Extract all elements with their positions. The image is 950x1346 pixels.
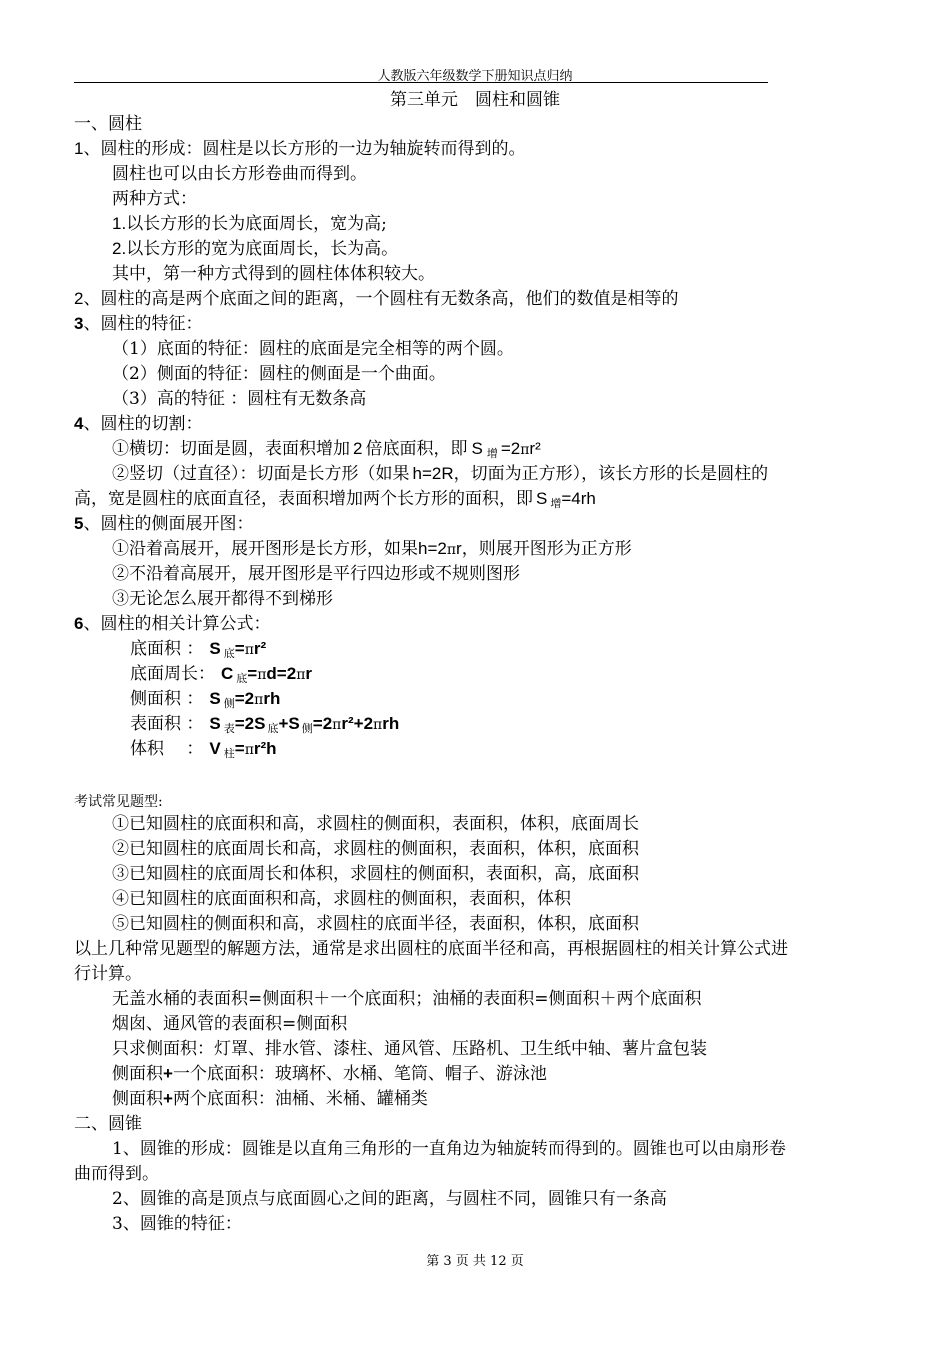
- text: 倍底面积，即: [365, 439, 468, 459]
- running-header: 人教版六年级数学下册知识点归纳: [377, 69, 573, 84]
- formula-subscript: 增: [550, 497, 562, 510]
- formula-symbol: S: [209, 639, 221, 658]
- exam-question-5: ⑤已知圆柱的侧面积和高，求圆柱的底面半径，表面积，体积，底面积: [112, 914, 639, 934]
- pi-symbol: π: [332, 717, 342, 733]
- formula-part: =2: [500, 439, 521, 458]
- formula-base-area: [130, 638, 266, 661]
- cylinder-point-1b: 两种方式：: [112, 189, 197, 209]
- formula-part: r: [305, 664, 313, 683]
- formula-subscript: 底: [236, 672, 248, 685]
- text: 两个底面积：油桶、米桶、罐桶类: [172, 1089, 428, 1109]
- page-footer: 第 3 页 共 12 页: [426, 1254, 524, 1269]
- number: 2: [353, 439, 363, 458]
- text: ②竖切（过直径）：切面是长方形（如果: [112, 464, 410, 484]
- formula-subscript: 增: [486, 447, 498, 460]
- exam-heading: 考试常见题型:: [74, 794, 163, 810]
- formula-subscript: 柱: [223, 747, 235, 760]
- exam-question-1: ①已知圆柱的底面积和高，求圆柱的侧面积，表面积，体积，底面周长: [112, 814, 639, 834]
- pi-symbol: π: [520, 442, 530, 458]
- point-number: 1: [74, 139, 84, 158]
- formula-part: r²+2: [341, 714, 374, 733]
- note-line-1: 无盖水桶的表面积=侧面积＋一个底面积；油桶的表面积=侧面积＋两个底面积: [112, 989, 702, 1009]
- note-line-4: [112, 1063, 547, 1085]
- formula-part: =2: [234, 689, 255, 708]
- section-heading-cone: 二、圆锥: [74, 1114, 142, 1134]
- formula-subscript: 侧: [223, 697, 235, 710]
- pi-symbol: π: [257, 667, 267, 683]
- formula-symbol: V: [209, 739, 221, 758]
- cone-point-2: 2、圆锥的高是顶点与底面圆心之间的距离，与圆柱不同，圆锥只有一条高: [112, 1189, 667, 1209]
- item-text: 以长方形的宽为底面周长，长为高。: [126, 239, 399, 259]
- cylinder-point-1d: [112, 238, 398, 260]
- cone-point-1-cont: 曲而得到。: [74, 1164, 159, 1184]
- exam-question-2: ②已知圆柱的底面周长和高，求圆柱的侧面积，表面积，体积，底面积: [112, 839, 639, 859]
- cylinder-point-3b: （2）侧面的特征：圆柱的侧面是一个曲面。: [112, 364, 446, 384]
- formula-label: 底面积 ：: [130, 639, 204, 659]
- cylinder-point-2: [74, 288, 678, 310]
- formula-symbol: S: [536, 489, 548, 508]
- text: 高，宽是圆柱的底面直径，表面积增加两个长方形的面积，即: [74, 489, 533, 509]
- note-line-2: 烟囱、通风管的表面积=侧面积: [112, 1014, 348, 1034]
- cylinder-point-5b: ②不沿着高展开，展开图形是平行四边形或不规则图形: [112, 564, 520, 584]
- pi-symbol: π: [296, 667, 306, 683]
- point-text: 、圆柱的侧面展开图：: [83, 514, 254, 534]
- formula-lateral-area: [130, 688, 280, 711]
- text: ①沿着高展开，展开图形是长方形，如果: [112, 539, 418, 559]
- point-text: 、圆柱的相关计算公式：: [83, 614, 271, 634]
- cylinder-point-1a: 圆柱也可以由长方形卷曲而得到。: [112, 164, 367, 184]
- formula-subscript: 侧: [301, 722, 313, 735]
- formula-label: 表面积 ：: [130, 714, 204, 734]
- cylinder-point-4c: [74, 488, 596, 510]
- formula-surface-area: [130, 713, 399, 736]
- header-rule: [74, 82, 768, 83]
- formula-part: r: [456, 539, 462, 558]
- note-line-5: [112, 1088, 428, 1110]
- cylinder-point-3c: （3）高的特征 ：圆柱有无数条高: [112, 389, 367, 409]
- plus-sign: +: [163, 1089, 173, 1108]
- formula-part: r²: [529, 439, 541, 458]
- pi-symbol: π: [244, 642, 254, 658]
- formula-part: rh: [263, 689, 281, 708]
- exam-question-3: ③已知圆柱的底面周长和体积，求圆柱的侧面积，表面积，高，底面积: [112, 864, 639, 884]
- cylinder-point-3: [74, 313, 202, 335]
- formula-label: 体积 ：: [130, 739, 204, 759]
- formula-part: =: [234, 739, 245, 758]
- formula-symbol: S: [209, 689, 221, 708]
- text: 一个底面积：玻璃杯、水桶、笔筒、帽子、游泳池: [172, 1064, 547, 1084]
- cylinder-point-5a: [112, 538, 632, 561]
- formula-part: h=2: [418, 539, 447, 558]
- point-number: 6: [74, 614, 84, 633]
- cone-point-1: 1、圆锥的形成：圆锥是以直角三角形的一直角边为轴旋转而得到的。圆锥也可以由扇形卷: [112, 1139, 786, 1159]
- point-number: 2: [74, 289, 84, 308]
- point-number: 5: [74, 514, 84, 533]
- cylinder-point-5c: ③无论怎么展开都得不到梯形: [112, 589, 333, 609]
- pi-symbol: π: [244, 742, 254, 758]
- cylinder-point-1e: 其中，第一种方式得到的圆柱体体积较大。: [112, 264, 435, 284]
- note-line-3: 只求侧面积：灯罩、排水管、漆柱、通风管、压路机、卫生纸中轴、薯片盒包装: [112, 1039, 707, 1059]
- formula-part: =2: [312, 714, 333, 733]
- formula-subscript: 底: [267, 722, 279, 735]
- exam-question-4: ④已知圆柱的底面面积和高，求圆柱的侧面积，表面积，体积: [112, 889, 571, 909]
- formula-part: +S: [278, 714, 300, 733]
- point-text: 、圆柱的切割：: [83, 414, 203, 434]
- section-heading-cylinder: 一、圆柱: [74, 114, 142, 134]
- point-text: 、圆柱的高是两个底面之间的距离，一个圆柱有无数条高，他们的数值是相等的: [83, 289, 679, 309]
- point-text: 、圆柱的特征：: [83, 314, 203, 334]
- formula-symbol: S: [209, 714, 221, 733]
- cylinder-point-4: [74, 413, 202, 435]
- point-text: 、圆柱的形成：圆柱是以长方形的一边为轴旋转而得到的。: [83, 139, 526, 159]
- method-line-1: 以上几种常见题型的解题方法，通常是求出圆柱的底面半径和高，再根据圆柱的相关计算公式进: [74, 939, 788, 959]
- formula-label: 底面周长：: [130, 664, 215, 684]
- formula-subscript: 底: [223, 647, 235, 660]
- cylinder-point-6: [74, 613, 270, 635]
- formula-part: =2S: [234, 714, 266, 733]
- item-number: 1.: [112, 214, 127, 233]
- formula-part: =4rh: [561, 489, 596, 508]
- formula-part: d=2: [266, 664, 297, 683]
- formula-volume: [130, 738, 277, 761]
- formula-part: rh: [382, 714, 400, 733]
- unit-title: 第三单元 圆柱和圆锥: [390, 90, 560, 110]
- text: ，切面为正方形），该长方形的长是圆柱的: [453, 464, 769, 484]
- cylinder-point-3a: （1）底面的特征：圆柱的底面是完全相等的两个圆。: [112, 339, 514, 359]
- point-number: 3: [74, 314, 84, 333]
- item-text: 以长方形的长为底面周长，宽为高;: [126, 214, 387, 234]
- method-line-2: 行计算。: [74, 964, 142, 984]
- formula-label: 侧面积 ：: [130, 689, 204, 709]
- formula-base-circumference: [130, 663, 312, 686]
- pi-symbol: π: [254, 692, 264, 708]
- text: ，则展开图形为正方形: [461, 539, 632, 559]
- cylinder-point-1: [74, 138, 525, 160]
- point-number: 4: [74, 414, 84, 433]
- cone-point-3: 3、圆锥的特征：: [112, 1214, 242, 1234]
- pi-symbol: π: [373, 717, 383, 733]
- formula-part: =: [234, 639, 245, 658]
- cylinder-point-4b: [112, 463, 768, 485]
- cylinder-point-1c: [112, 213, 387, 235]
- cylinder-point-4a: [112, 438, 541, 461]
- formula-subscript: 表: [223, 722, 235, 735]
- formula-part: =: [247, 664, 258, 683]
- formula-part: r²: [253, 639, 267, 658]
- cylinder-point-5: [74, 513, 253, 535]
- item-number: 2.: [112, 239, 127, 258]
- text: 侧面积: [112, 1064, 163, 1084]
- formula-part: r²h: [253, 739, 277, 758]
- pi-symbol: π: [446, 542, 457, 558]
- formula-symbol: S: [471, 439, 483, 458]
- formula-symbol: C: [221, 664, 234, 683]
- text: 侧面积: [112, 1089, 163, 1109]
- formula-part: h=2R: [412, 464, 454, 483]
- plus-sign: +: [163, 1064, 173, 1083]
- text: ①横切：切面是圆，表面积增加: [112, 439, 350, 459]
